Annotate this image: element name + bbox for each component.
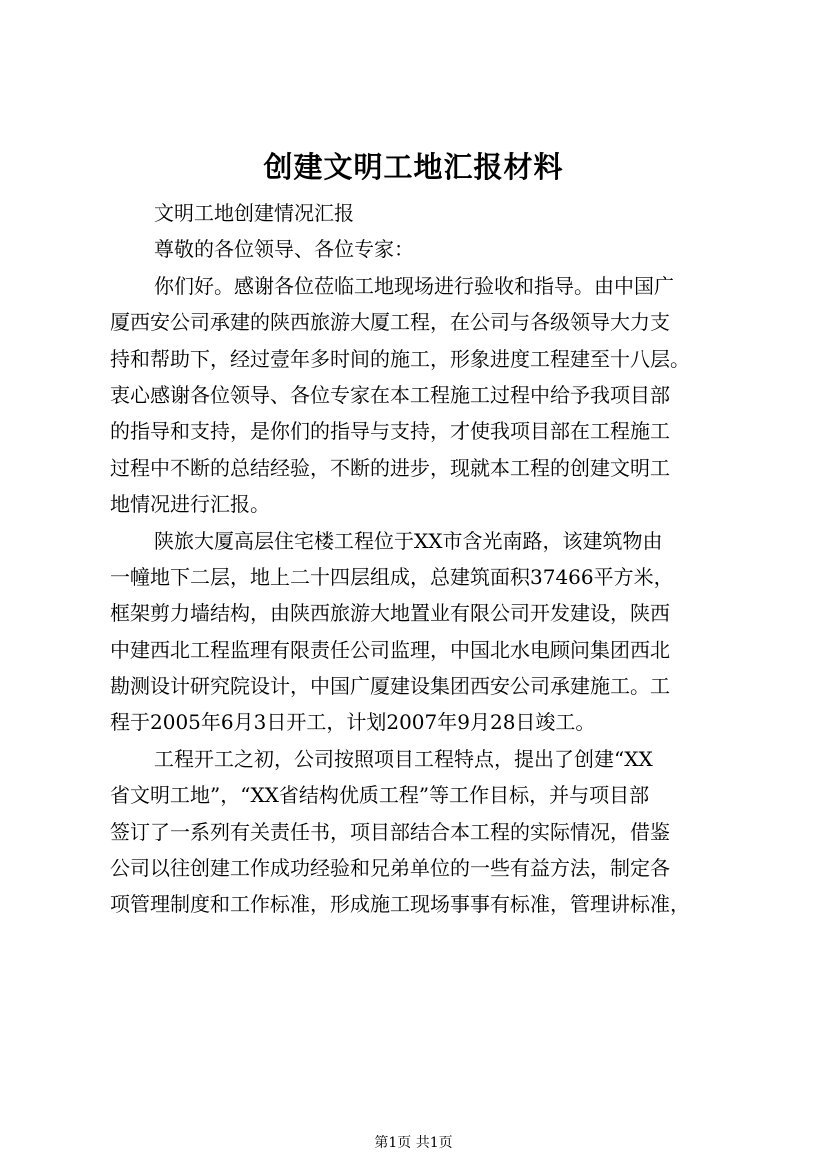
body-line: 框架剪力墙结构，由陕西旅游大地置业有限公司开发建设，陕西 [110, 601, 670, 626]
body-line: 勘测设计研究院设计，中国广厦建设集团西安公司承建施工。工 [110, 674, 670, 699]
body-line: 工程开工之初，公司按照项目工程特点，提出了创建“XX [154, 746, 653, 771]
body-line: 地情况进行汇报。 [110, 492, 270, 517]
body-line: 省文明工地”，“XX省结构优质工程”等工作目标，并与项目部 [110, 783, 650, 808]
body-line: 厦西安公司承建的陕西旅游大厦工程，在公司与各级领导大力支 [110, 310, 670, 335]
body-line: 程于2005年6月3日开工，计划2007年9月28日竣工。 [110, 710, 596, 735]
body-line: 签订了一系列有关责任书，项目部结合本工程的实际情况，借鉴 [110, 819, 670, 844]
document-title: 创建文明工地汇报材料 [263, 150, 564, 184]
body-line: 项管理制度和工作标准，形成施工现场事事有标准，管理讲标准， [110, 892, 690, 917]
document-body [110, 195, 726, 923]
body-line: 持和帮助下，经过壹年多时间的施工，形象进度工程建至十八层。 [110, 346, 690, 371]
body-line: 衷心感谢各位领导、各位专家在本工程施工过程中给予我项目部 [110, 382, 670, 407]
body-line: 陕旅大厦高层住宅楼工程位于XX市含光南路，该建筑物由 [154, 528, 663, 553]
body-line: 尊敬的各位领导、各位专家： [154, 237, 414, 262]
body-line: 过程中不断的总结经验，不断的进步，现就本工程的创建文明工 [110, 455, 670, 480]
body-line: 文明工地创建情况汇报 [154, 201, 354, 225]
body-line: 的指导和支持，是你们的指导与支持，才使我项目部在工程施工 [110, 419, 670, 444]
body-line: 一幢地下二层，地上二十四层组成，总建筑面积37466平方米， [110, 564, 674, 589]
page-footer: 第1页 共1页 [374, 1135, 453, 1151]
body-line: 你们好。感谢各位莅临工地现场进行验收和指导。由中国广 [154, 273, 674, 298]
body-line: 中建西北工程监理有限责任公司监理，中国北水电顾问集团西北 [110, 637, 670, 662]
body-line: 公司以往创建工作成功经验和兄弟单位的一些有益方法，制定各 [110, 856, 670, 881]
